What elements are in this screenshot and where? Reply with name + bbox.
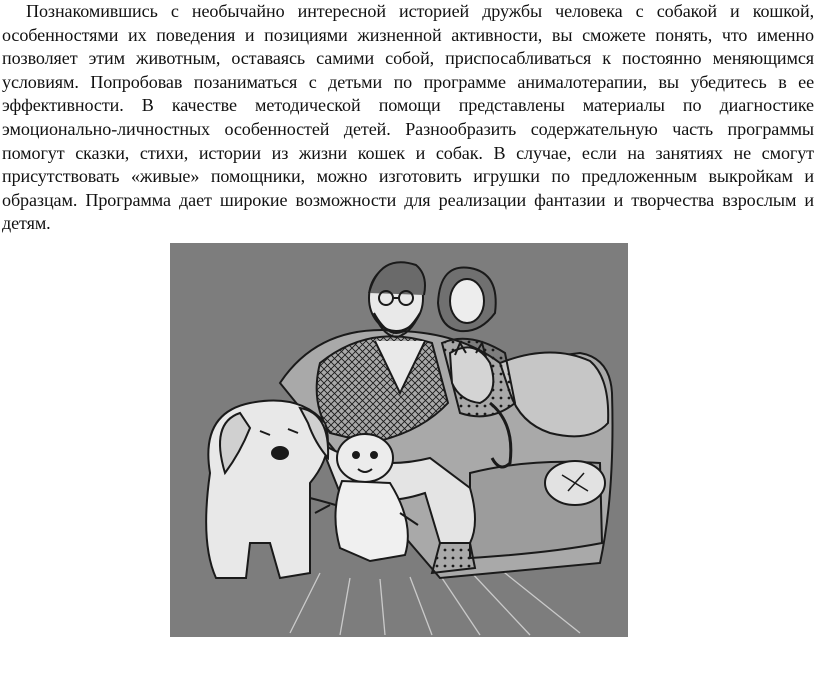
- dog-figure: [206, 401, 345, 579]
- illustration-drawing: [170, 243, 628, 637]
- body-paragraph: Познакомившись с необычайно интересной историей дружбы человека с собакой и кошкой, особенностями их поведения и позициями жизненной активности, вы сможете понять, что именно позволяет этим животным, оставаясь самими собой, приспосабливаться к постоянно меняющимся условиям. Попробовав позаниматься с детьми по программе анималотерапии, вы убедитесь в ее эффективности. В качестве методической помощи представлены материалы по диагностике эмоционально-личностных особенностей детей. Разнообразить содержательную часть программы помогут сказки, стихи, истории из жизни кошек и собак. В случае, если на занятиях не смогут присутствовать «живые» помощники, можно изготовить игрушки по предложенным выкройкам и образцам. Программа дает широкие возможности для реализации фантазии и творчества взрослым и детям.: [2, 1, 814, 234]
- family-with-pets-illustration: [170, 243, 628, 637]
- floor-lines: [290, 565, 580, 635]
